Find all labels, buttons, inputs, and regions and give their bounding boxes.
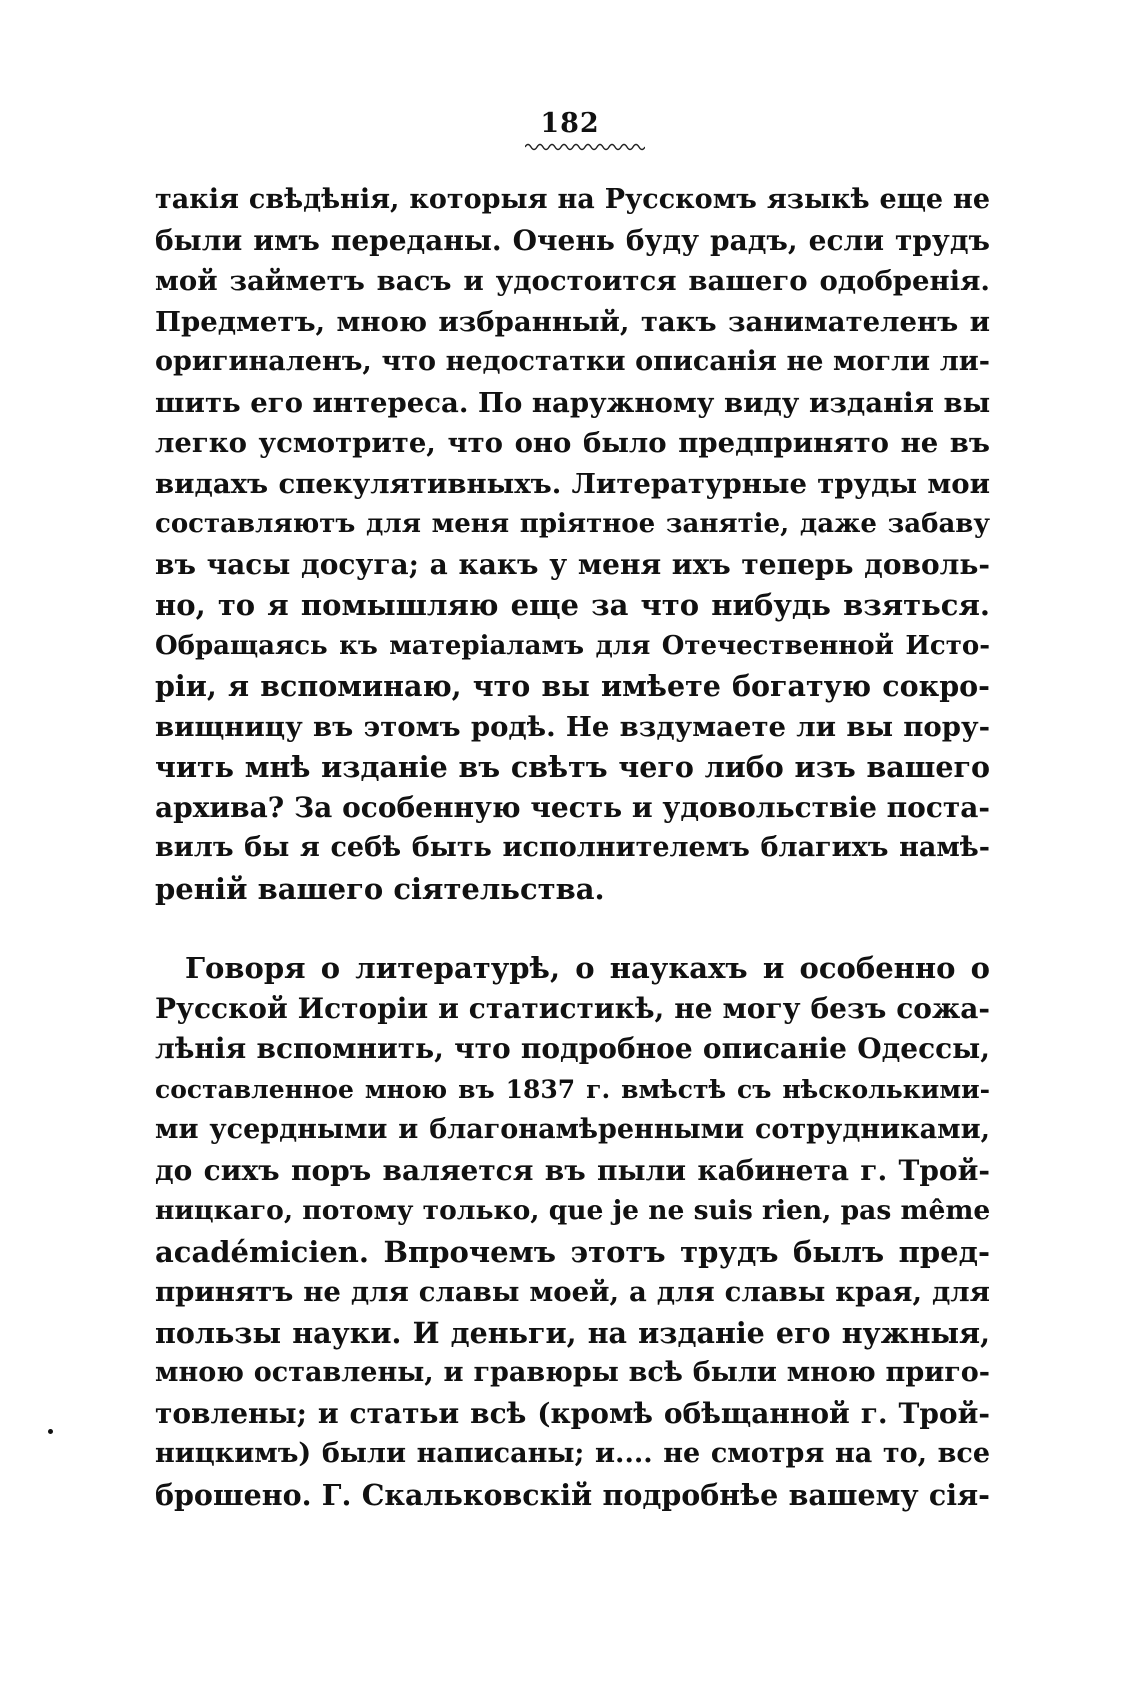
text-line: вилъ бы я себѣ быть исполнителемъ благихъ намѣ- xyxy=(155,832,990,863)
text-line: до сихъ поръ валяется въ пыли кабинета г. Трой- xyxy=(155,1153,990,1187)
text-line: такія свѣдѣнія, которыя на Русскомъ языкѣ еще не xyxy=(155,184,990,215)
text-line: были имъ переданы. Очень буду радъ, если трудъ xyxy=(155,223,990,257)
text-line: архива? За особенную честь и удовольствіе поста- xyxy=(155,790,990,824)
text-line: оригиналенъ, что недостатки описанія не могли ли- xyxy=(155,346,990,377)
text-line: мой займетъ васъ и удостоится вашего одобренія. xyxy=(155,265,990,297)
text-line: Говоря о литературѣ, о наукахъ и особенно о xyxy=(185,951,990,985)
text-line: ницкаго, потому только, que je ne suis rien, pas même xyxy=(155,1195,991,1226)
margin-dot-mark xyxy=(48,1429,53,1434)
text-line: но, то я помышляю еще за что нибудь взяться. xyxy=(155,588,990,622)
text-line: видахъ спекулятивныхъ. Литературные труды мои xyxy=(155,467,990,500)
page-number: 182 xyxy=(540,108,600,139)
text-line: Предметъ, мною избранный, такъ занимателенъ и xyxy=(155,305,990,338)
text-line: вищницу въ этомъ родѣ. Не вздумаете ли вы пору- xyxy=(155,710,990,743)
text-line: пользы науки. И деньги, на изданіе его нужныя, xyxy=(155,1315,990,1350)
text-line: Русской Исторіи и статистикѣ, не могу безъ сожа- xyxy=(155,991,990,1025)
text-line: составляютъ для меня пріятное занятіе, даже забаву xyxy=(155,509,990,539)
text-line: мною оставлены, и гравюры всѣ были мною приго- xyxy=(155,1357,990,1388)
text-line: легко усмотрите, что оно было предпринято не въ xyxy=(155,427,990,459)
text-line: лѣнія вспомнить, что подробное описаніе Одессы, xyxy=(155,1032,990,1065)
text-line: académicien. Впрочемъ этотъ трудъ былъ пред- xyxy=(155,1234,990,1269)
paragraph-2 xyxy=(155,948,990,1515)
text-line: брошено. Г. Скальковскій подробнѣе вашему сія- xyxy=(155,1477,990,1512)
text-line: Обращаясь къ матеріаламъ для Отечественной Исто- xyxy=(155,630,990,661)
text-line: ми усердными и благонамѣренными сотрудниками, xyxy=(155,1114,990,1145)
text-line: реній вашего сіятельства. xyxy=(155,871,605,906)
text-line: составленное мною въ 1837 г. вмѣстѣ съ нѣсколькими- xyxy=(155,1074,990,1104)
text-line: товлены; и статьи всѣ (кромѣ обѣщанной г. Трой- xyxy=(155,1396,990,1430)
text-line: въ часы досуга; а какъ у меня ихъ теперь доволь- xyxy=(155,547,990,581)
paragraph-1 xyxy=(155,180,990,909)
text-line: ницкимъ) были написаны; и.... не смотря на то, все xyxy=(155,1438,990,1469)
text-line: ріи, я вспоминаю, что вы имѣете богатую сокро- xyxy=(155,669,990,703)
text-line: чить мнѣ изданіе въ свѣтъ чего либо изъ вашего xyxy=(155,750,990,784)
page-number-ornament xyxy=(525,142,645,152)
text-line: принятъ не для славы моей, а для славы края, для xyxy=(155,1276,990,1308)
text-line: шить его интереса. По наружному виду изданія вы xyxy=(155,386,991,419)
